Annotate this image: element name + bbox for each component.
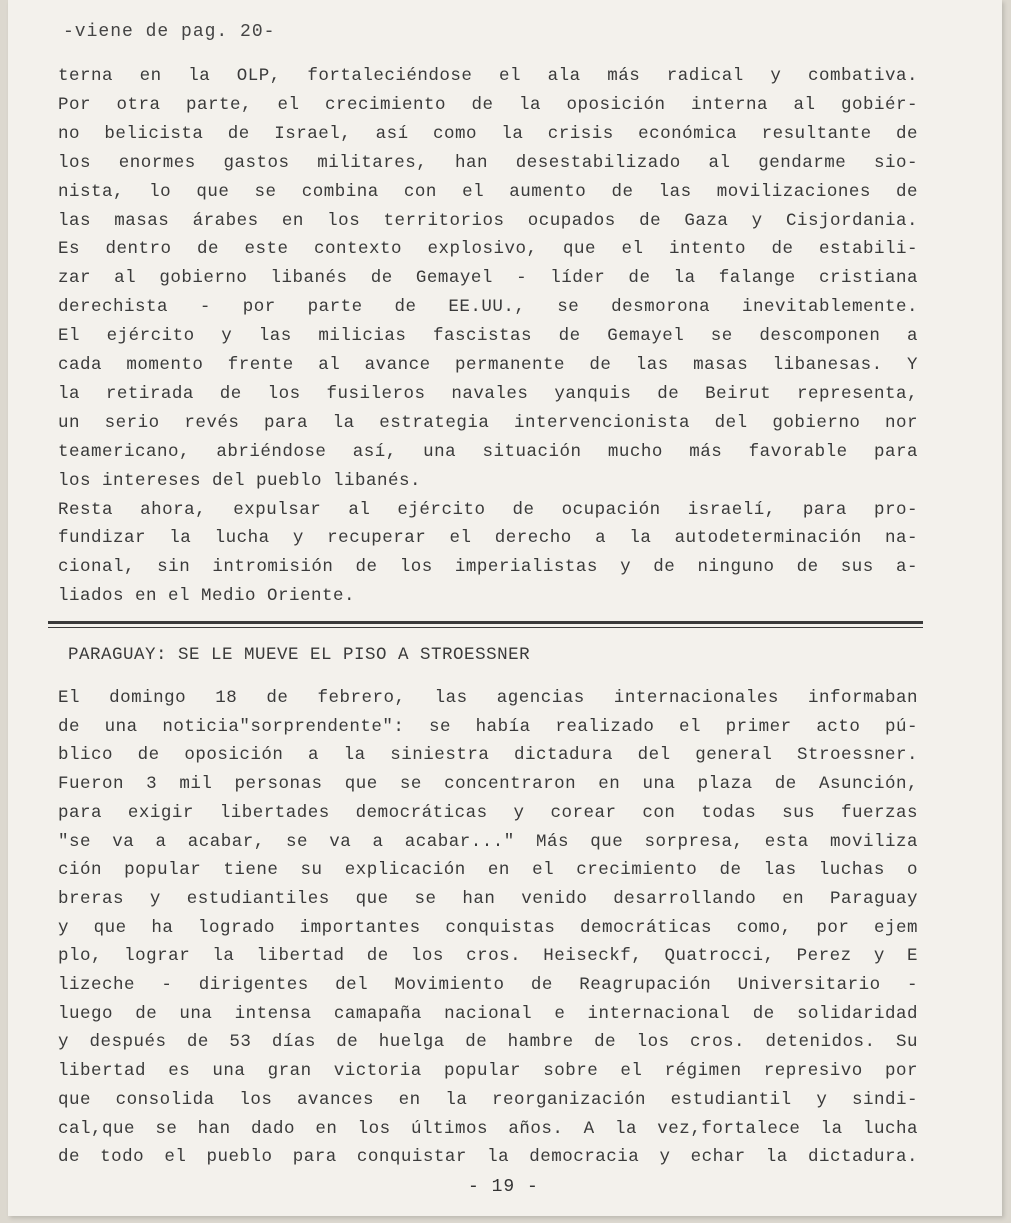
- text-line: no belicista de Israel, así como la crisis económica resultante de: [58, 123, 918, 144]
- text-line: breras y estudiantiles que se han venido desarrollando en Paraguay: [58, 888, 918, 909]
- section-divider-thick: [48, 621, 923, 624]
- text-line: terna en la OLP, fortaleciéndose el ala más radical y combativa.: [58, 66, 918, 86]
- text-line: y que ha logrado importantes conquistas democráticas como, por ejem: [58, 917, 918, 938]
- text-line: los intereses del pueblo libanés.: [58, 470, 422, 491]
- text-line: un serio revés para la estrategia intervencionista del gobierno nor: [58, 412, 918, 433]
- section-divider-thin: [48, 627, 923, 628]
- page-sheet: [8, 0, 1002, 1216]
- text-line: cional, sin intromisión de los imperialistas y de ninguno de sus a-: [58, 557, 918, 578]
- text-line: "se va a acabar, se va a acabar..." Más que sorpresa, esta moviliza: [58, 831, 918, 852]
- text-line: ción popular tiene su explicación en el crecimiento de las luchas o: [58, 860, 918, 881]
- page-number: - 19 -: [468, 1177, 539, 1197]
- continued-from-header: -viene de pag. 20-: [63, 22, 276, 42]
- article-paraguay: [58, 684, 918, 1174]
- text-line: luego de una intensa camapaña nacional e internacional de solidaridad: [58, 1003, 918, 1024]
- article-top: [58, 62, 918, 612]
- text-line: las masas árabes en los territorios ocupados de Gaza y Cisjordania.: [58, 210, 918, 231]
- text-line: plo, lograr la libertad de los cros. Heiseckf, Quatrocci, Perez y E: [58, 946, 918, 967]
- text-line: y después de 53 días de huelga de hambre de los cros. detenidos. Su: [58, 1032, 918, 1053]
- section-title: PARAGUAY: SE LE MUEVE EL PISO A STROESSNER: [68, 645, 531, 665]
- text-line: El ejército y las milicias fascistas de Gemayel se descomponen a: [58, 326, 918, 347]
- text-line: Por otra parte, el crecimiento de la oposición interna al gobiér-: [58, 94, 918, 115]
- text-line: que consolida los avances en la reorganización estudiantil y sindi-: [58, 1089, 918, 1110]
- text-line: libertad es una gran victoria popular sobre el régimen represivo por: [58, 1061, 918, 1082]
- text-line: cal,que se han dado en los últimos años. A la vez,fortalece la lucha: [58, 1118, 918, 1139]
- text-line: para exigir libertades democráticas y corear con todas sus fuerzas: [58, 802, 918, 823]
- text-line: fundizar la lucha y recuperar el derecho a la autodeterminación na-: [58, 528, 918, 549]
- text-line: de una noticia"sorprendente": se había realizado el primer acto pú-: [58, 716, 918, 737]
- text-line: cada momento frente al avance permanente de las masas libanesas. Y: [58, 355, 918, 375]
- text-line: El domingo 18 de febrero, las agencias internacionales informaban: [58, 688, 918, 708]
- text-line: lizeche - dirigentes del Movimiento de Reagrupación Universitario -: [58, 975, 918, 995]
- text-line: Resta ahora, expulsar al ejército de ocupación israelí, para pro-: [58, 499, 918, 520]
- text-line: Fueron 3 mil personas que se concentraron en una plaza de Asunción,: [58, 774, 918, 795]
- text-line: la retirada de los fusileros navales yanquis de Beirut representa,: [58, 383, 918, 404]
- text-line: de todo el pueblo para conquistar la democracia y echar la dictadura.: [58, 1147, 918, 1168]
- text-line: derechista - por parte de EE.UU., se desmorona inevitablemente.: [58, 297, 918, 318]
- text-line: zar al gobierno libanés de Gemayel - líder de la falange cristiana: [58, 268, 918, 289]
- text-line: teamericano, abriéndose así, una situación mucho más favorable para: [58, 441, 918, 462]
- text-line: los enormes gastos militares, han desestabilizado al gendarme sio-: [58, 152, 918, 173]
- text-line: Es dentro de este contexto explosivo, que el intento de estabili-: [58, 239, 918, 260]
- text-line: liados en el Medio Oriente.: [58, 586, 356, 607]
- text-line: nista, lo que se combina con el aumento de las movilizaciones de: [58, 181, 918, 202]
- text-line: blico de oposición a la siniestra dictadura del general Stroessner.: [58, 745, 918, 766]
